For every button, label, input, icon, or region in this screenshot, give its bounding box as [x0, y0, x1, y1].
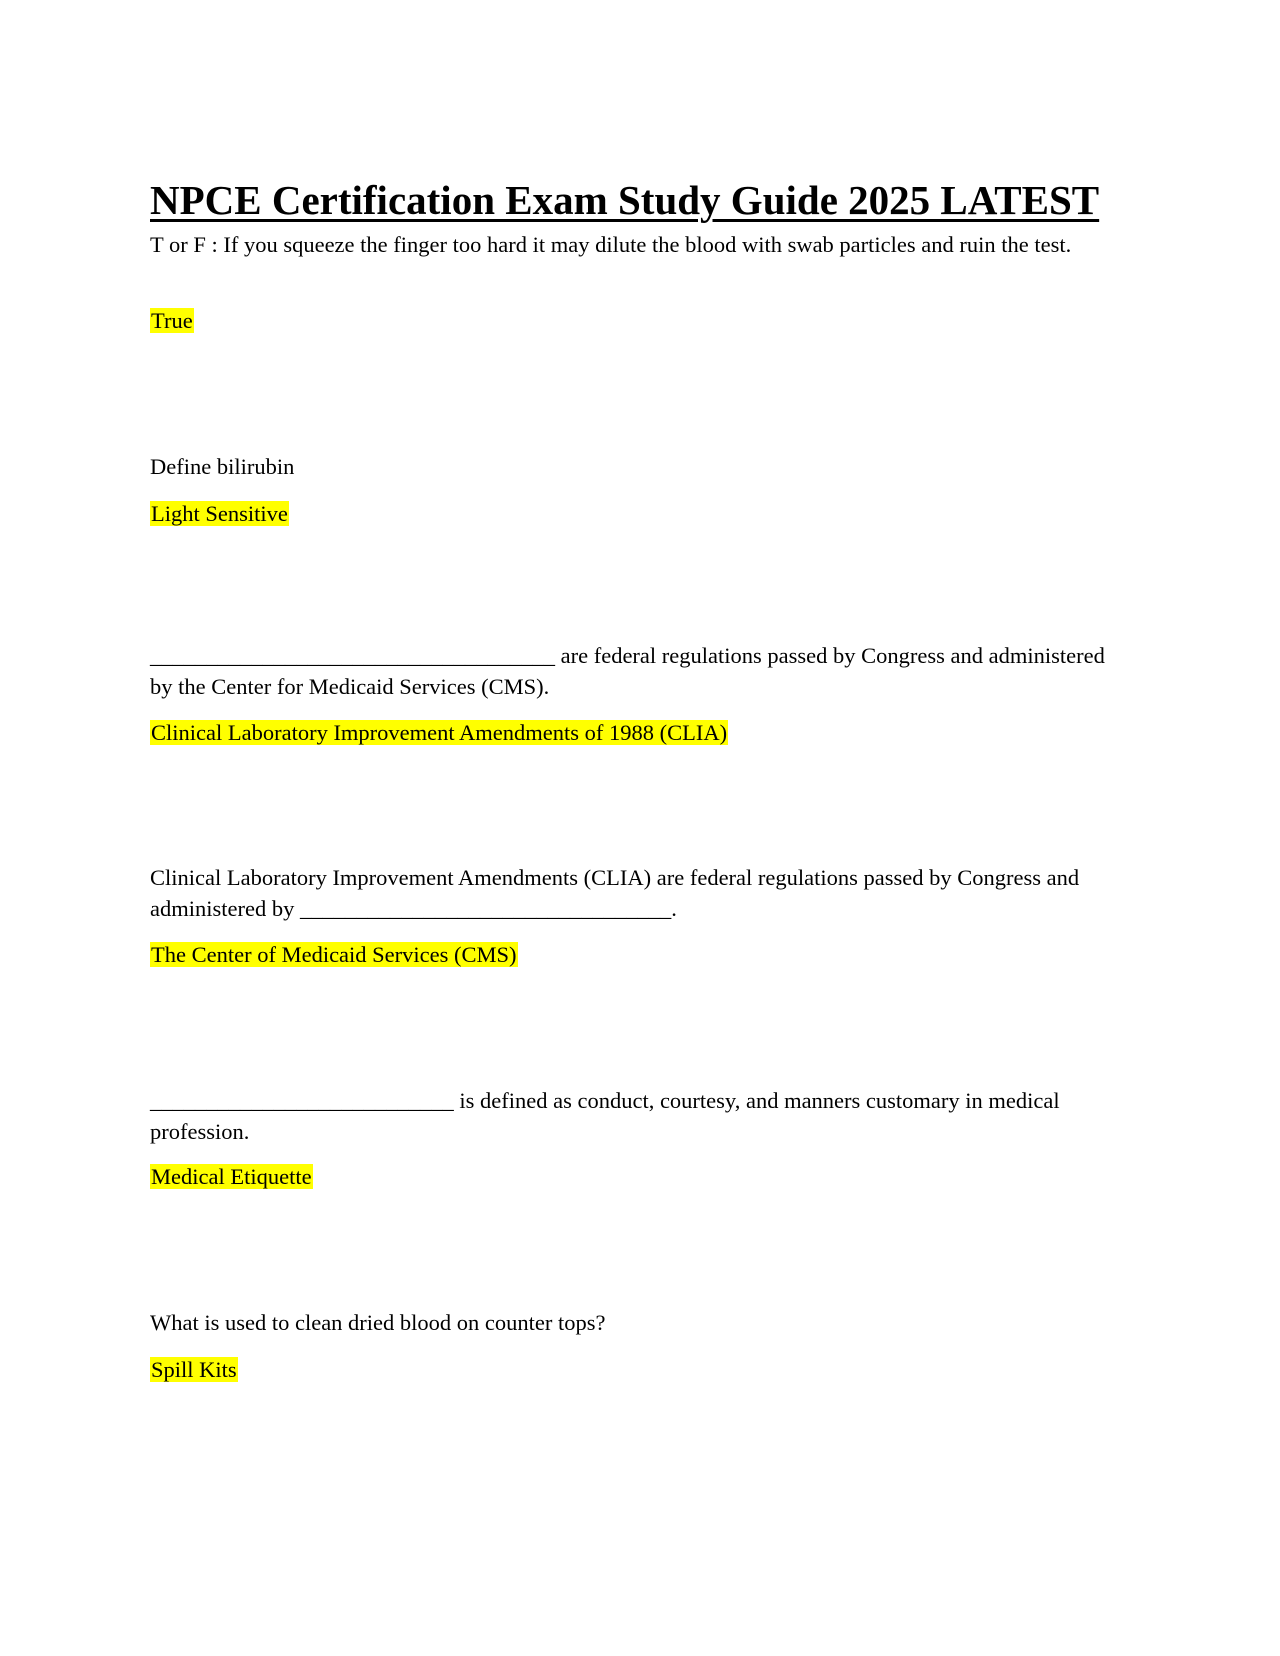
answer-6: [150, 1354, 238, 1385]
answer-5: [150, 1161, 313, 1192]
answer-highlight: Spill Kits: [151, 1357, 237, 1382]
answer-2: [150, 498, 289, 529]
document-title: NPCE Certification Exam Study Guide 2025 LATEST: [150, 177, 1100, 223]
question-5: ___________________________ is defined as conduct, courtesy, and manners customary in medical profession.: [150, 1088, 1060, 1144]
answer-highlight: Medical Etiquette: [151, 1164, 312, 1189]
answer-highlight: The Center of Medicaid Services (CMS): [151, 942, 517, 967]
question-1: T or F : If you squeeze the finger too hard it may dilute the blood with swab particles and ruin the test.: [150, 232, 1072, 257]
answer-4: [150, 939, 518, 970]
answer-highlight: Clinical Laboratory Improvement Amendments of 1988 (CLIA): [151, 720, 728, 745]
question-3: ____________________________________ are federal regulations passed by Congress and administered by the Center for Medicaid Services (CMS).: [150, 643, 1105, 699]
answer-highlight: Light Sensitive: [151, 501, 288, 526]
answer-highlight: True: [151, 308, 193, 333]
answer-1: [150, 305, 194, 336]
question-6: What is used to clean dried blood on counter tops?: [150, 1310, 606, 1335]
document-page: [150, 0, 1140, 1656]
question-4: Clinical Laboratory Improvement Amendments (CLIA) are federal regulations passed by Congress and administered by _________________________________.: [150, 865, 1080, 921]
question-2: Define bilirubin: [150, 454, 295, 479]
answer-3: [150, 717, 728, 748]
